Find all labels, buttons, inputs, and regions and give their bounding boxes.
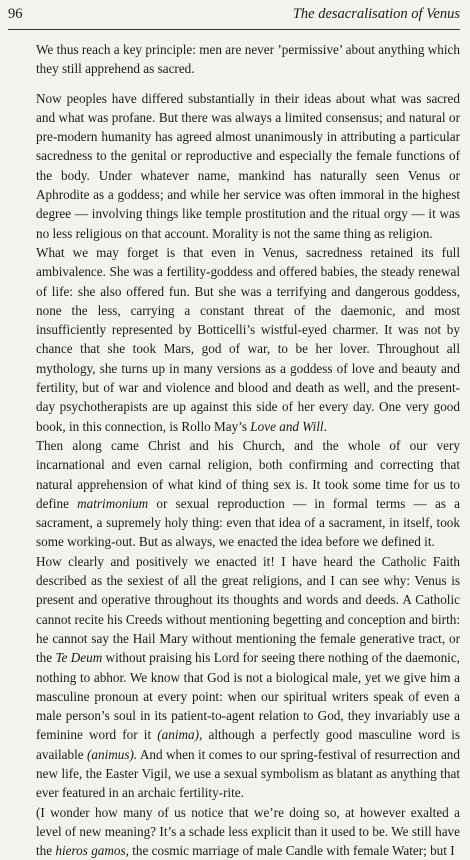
running-title: The desacralisation of Venus: [292, 6, 460, 22]
term-hieros-gamos: hieros gamos,: [55, 843, 129, 859]
page-number: 96: [8, 6, 23, 22]
term-anima: (anima),: [157, 727, 203, 743]
header-rule: [8, 29, 460, 30]
paragraph-5: How clearly and positively we enacted it! I have heard the Catholic Faith described as the sexiest of all the great religions, and I can see why: Venus is present and operative throughout its thoughts and words and deeds. A Catholic cannot recite his Creeds without mentioning begetting and conception and birth: he cannot say the Hail Mary without mentioning the female generative tract, or the Te Deum without praising his Lord for seeing there nothing of the daemonic, nothing to abhor. We know that God is not a biological male, yet we give him a masculine pronoun at every point: when our spiritual writers speak of even a male person’s soul in its patient-to-agent relation to God, they invariably use a feminine word for it (anima), although a perfectly good masculine word is available (animus). And when it comes to our spring-festival of resurrection and new life, the Easter Vigil, we use a sexual symbolism as blatant as anything that ever featured in an archaic fertility-rite.: [36, 553, 460, 801]
paragraph-2: Now peoples have differed substantially in their ideas about what was sacred and what was profane. But there was always a limited consensus; and natural or pre-modern humanity has agreed almost unanimously in attributing a particular sacredness to the genital or reproductive and especially the female functions of the body. Under whatever name, mankind has naturally seen Venus or Aphrodite as a goddess; and while her service was often immoral in the highest degree — involving things like temple prostitution and the ritual orgy — it was no less religious on that account. Morality is not the same thing as religion.: [36, 90, 460, 241]
book-title-love-and-will: Love and Will: [250, 418, 324, 434]
body-text: [36, 40, 460, 860]
term-animus: (animus).: [87, 746, 138, 762]
paragraph-3: What we may forget is that even in Venus, sacredness retained its full ambivalence. She was a fertility-goddess and offered babies, the steady renewal of life: she also offered fun. But she was a terrifying and dangerous goddess, none the less, carrying a constant threat of the daemonic, and most insufficiently represented by Botticelli’s wistful-eyed charmer. It was not by chance that she took Mars, god of war, to be her lover. Throughout all mythology, she turns up in many versions as a goddess of love and beauty and fertility, but of war and violence and blood and death as well, and the present-day psychotherapists are up against this side of her every day. One very good book, in this connection, is Rollo May’s Love and Will.: [36, 244, 460, 434]
paragraph-4: Then along came Christ and his Church, and the whole of our very incarnational and even carnal religion, both confirming and correcting that natural apprehension of what kind of thing sex is. It took some time for us to define matrimonium or sexual reproduction — in formal terms — as a sacrament, a supremely holy thing: even that idea of a sacrament, in itself, took some working-out. But as always, we enacted the idea before we defined it.: [36, 437, 460, 550]
term-te-deum: Te Deum: [55, 650, 103, 666]
paragraph-1: We thus reach a key principle: men are never ’permissive’ about anything which they still apprehend as sacred.: [36, 42, 460, 77]
running-header: [8, 6, 460, 23]
paragraph-6: (I wonder how many of us notice that we’re doing so, at however exalted a level of new meaning? It’s a schade less explicit than it used to be. We still have the hieros gamos, the cosmic marriage of male Candle with female Water; but I: [36, 804, 460, 859]
term-matrimonium: matrimonium: [77, 495, 149, 511]
